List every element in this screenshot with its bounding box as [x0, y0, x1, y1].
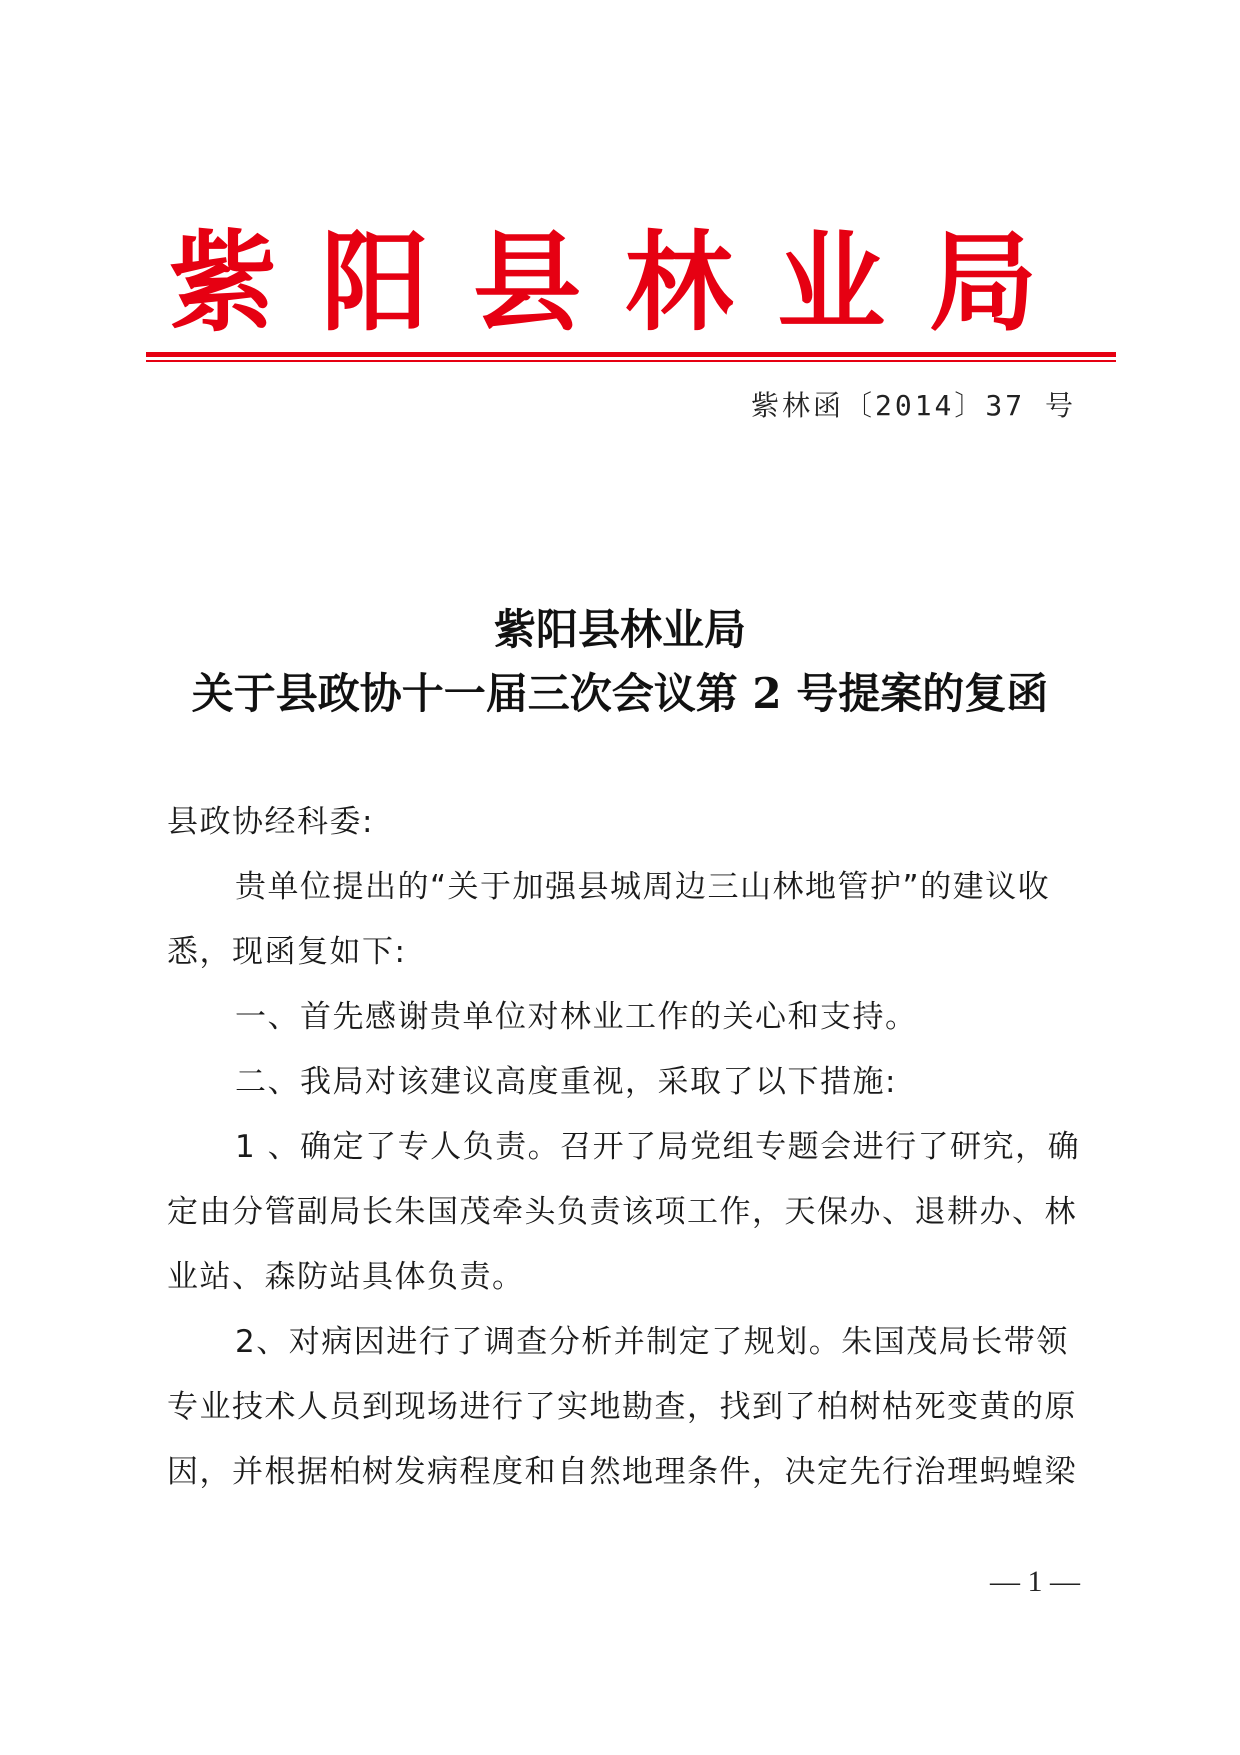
paragraph-line: 业站、森防站具体负责。: [167, 1259, 525, 1295]
paragraph-intro: [167, 855, 1080, 985]
document-number: 紫林函〔2014〕37 号: [750, 389, 1076, 422]
issuer-title: 紫阳县林业局: [168, 220, 1081, 346]
subject-title-line-1: 紫阳县林业局: [493, 605, 746, 654]
paragraph-line: 悉，现函复如下:: [167, 934, 407, 970]
paragraph-measures-heading: 二、我局对该建议高度重视，采取了以下措施:: [235, 1064, 897, 1100]
paragraph-line: 2、对病因进行了调查分析并制定了规划。朱国茂局长带领: [235, 1324, 1069, 1360]
subject-title-line-2: 关于县政协十一届三次会议第 2 号提案的复函: [191, 669, 1049, 718]
red-header-rule-thick: [146, 352, 1116, 357]
paragraph-measure-1: [167, 1115, 1080, 1310]
paragraph-line: 贵单位提出的“关于加强县城周边三山林地管护”的建议收: [235, 869, 1051, 905]
paragraph-line: 因，并根据柏树发病程度和自然地理条件，决定先行治理蚂蝗梁: [167, 1454, 1077, 1490]
red-header-rule-thin: [146, 360, 1116, 362]
paragraph-line: 定由分管副局长朱国茂牵头负责该项工作，天保办、退耕办、林: [167, 1194, 1077, 1230]
paragraph-line: 1 、确定了专人负责。召开了局党组专题会进行了研究，确: [235, 1129, 1081, 1165]
paragraph-line: 专业技术人员到现场进行了实地勘查，找到了柏树枯死变黄的原: [167, 1389, 1077, 1425]
page-number: — 1 —: [990, 1565, 1080, 1598]
subject-title: [150, 598, 1090, 726]
letter-body: [167, 790, 1080, 1505]
paragraph-thanks: 一、首先感谢贵单位对林业工作的关心和支持。: [235, 999, 918, 1035]
salutation: 县政协经科委:: [167, 804, 374, 840]
paragraph-measure-2: [167, 1310, 1080, 1505]
